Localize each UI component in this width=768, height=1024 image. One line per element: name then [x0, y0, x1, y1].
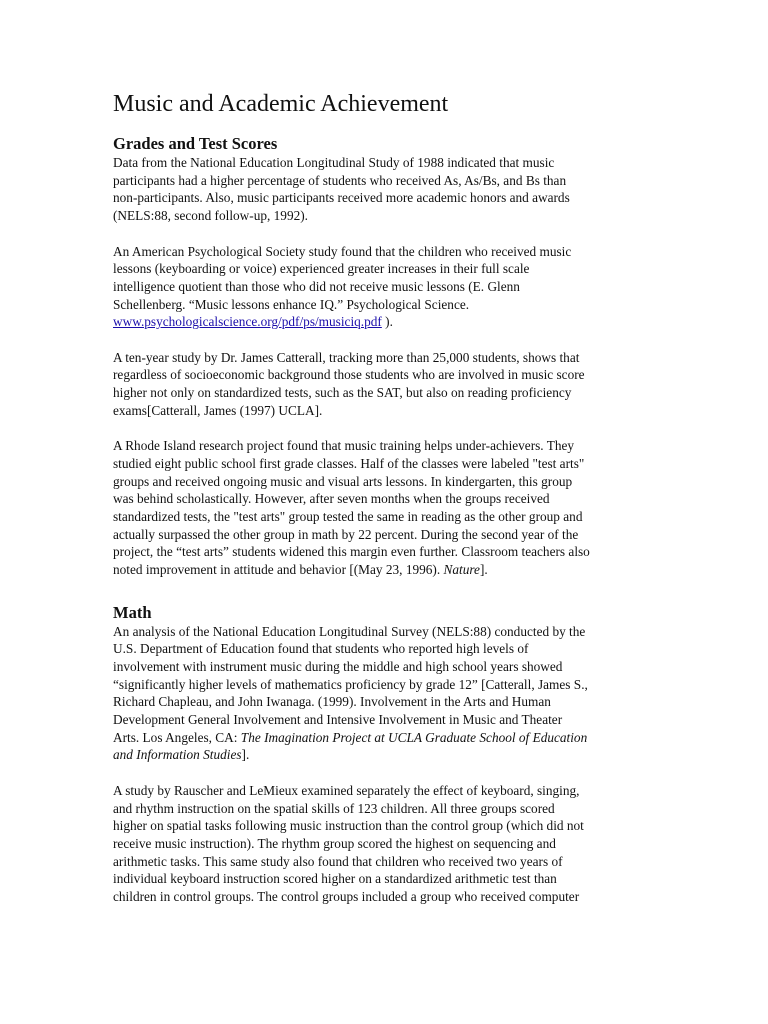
section-heading: Math: [113, 602, 152, 622]
text-line: [113, 676, 658, 694]
text-segment: ].: [241, 747, 250, 763]
text-segment: (NELS:88, second follow-up, 1992).: [113, 208, 308, 224]
text-line: [113, 561, 658, 579]
text-line: [113, 490, 658, 508]
text-segment: and rhythm instruction on the spatial skills of 123 children. All three groups scored: [113, 800, 555, 816]
text-segment: Richard Chapleau, and John Iwanaga. (1999). Involvement in the Arts and Human: [113, 694, 551, 710]
text-line: [113, 437, 658, 455]
text-line: [113, 658, 658, 676]
text-segment: Arts. Los Angeles, CA:: [113, 729, 241, 745]
text-line: [113, 543, 658, 561]
text-segment: ].: [479, 562, 488, 578]
text-segment: participants had a higher percentage of students who received As, As/Bs, and Bs than: [113, 172, 567, 188]
paragraph: [113, 623, 658, 765]
text-segment: U.S. Department of Education found that students who reported high levels of: [113, 641, 529, 657]
text-segment: “significantly higher levels of mathematics proficiency by grade 12” [Catterall, James S.,: [113, 676, 588, 692]
text-segment: was behind scholastically. However, after seven months when the groups received: [113, 491, 550, 507]
text-line: [113, 746, 658, 764]
text-line: [113, 711, 658, 729]
text-line: [113, 870, 658, 888]
text-segment: A study by Rauscher and LeMieux examined separately the effect of keyboard, singing,: [113, 782, 580, 798]
text-line: [113, 623, 658, 641]
text-segment: standardized tests, the "test arts" group tested the same in reading as the other group and: [113, 509, 583, 525]
text-line: [113, 455, 658, 473]
text-line: [113, 154, 658, 172]
reference-link[interactable]: www.psychologicalscience.org/pdf/ps/musiciq.pdf: [113, 314, 382, 330]
text-line: [113, 508, 658, 526]
text-line: [113, 693, 658, 711]
text-line: [113, 473, 658, 491]
text-segment: actually surpassed the other group in math by 22 percent. During the second year of the: [113, 526, 579, 542]
text-segment: An analysis of the National Education Longitudinal Survey (NELS:88) conducted by the: [113, 623, 586, 639]
paragraph: [113, 349, 658, 420]
document-page: [113, 88, 658, 923]
text-line: [113, 189, 658, 207]
text-segment: Schellenberg. “Music lessons enhance IQ.” Psychological Science.: [113, 296, 470, 312]
section: [113, 134, 658, 603]
document-body: [113, 134, 658, 906]
text-segment: A ten-year study by Dr. James Catterall, tracking more than 25,000 students, shows that: [113, 349, 580, 365]
text-segment: noted improvement in attitude and behavior [(May 23, 1996).: [113, 562, 444, 578]
text-line: [113, 278, 658, 296]
text-segment: individual keyboard instruction scored higher on a standardized arithmetic test than: [113, 871, 557, 887]
section: [113, 603, 658, 906]
text-segment: intelligence quotient than those who did not receive music lessons (E. Glenn: [113, 278, 520, 294]
text-line: [113, 313, 658, 331]
text-segment: children in control groups. The control groups included a group who received computer: [113, 889, 580, 905]
text-segment: studied eight public school first grade classes. Half of the classes were labeled "test arts": [113, 455, 585, 471]
text-segment: A Rhode Island research project found that music training helps under-achievers. They: [113, 438, 575, 454]
text-segment: Data from the National Education Longitudinal Study of 1988 indicated that music: [113, 155, 555, 170]
text-line: [113, 207, 658, 225]
text-segment: groups and received ongoing music and visual arts lessons. In kindergarten, this group: [113, 473, 573, 489]
text-segment: An American Psychological Society study found that the children who received music: [113, 243, 572, 259]
text-line: [113, 296, 658, 314]
italic-text: and Information Studies: [113, 747, 242, 763]
text-segment: higher not only on standardized tests, such as the SAT, but also on reading proficiency: [113, 385, 572, 401]
text-segment: higher on spatial tasks following music instruction than the control group (which did not: [113, 818, 584, 834]
text-line: [113, 384, 658, 402]
text-line: [113, 402, 658, 420]
text-line: [113, 853, 658, 871]
section-heading: Grades and Test Scores: [113, 134, 278, 153]
text-line: [113, 888, 658, 906]
paragraph: [113, 243, 658, 332]
text-line: [113, 800, 658, 818]
text-segment: ).: [381, 314, 393, 330]
text-line: [113, 729, 658, 747]
paragraph: [113, 154, 658, 225]
document-title: Music and Academic Achievement: [113, 91, 449, 117]
italic-text: The Imagination Project at UCLA Graduate School of Education: [240, 729, 588, 745]
paragraph: [113, 782, 658, 906]
italic-text: Nature: [443, 562, 480, 578]
text-line: [113, 172, 658, 190]
text-segment: receive music instruction). The rhythm group scored the highest on sequencing and: [113, 835, 556, 851]
text-line: [113, 349, 658, 367]
text-line: [113, 526, 658, 544]
text-segment: non-participants. Also, music participants received more academic honors and awards: [113, 190, 570, 206]
text-segment: regardless of socioeconomic background those students who are involved in music score: [113, 367, 585, 383]
text-line: [113, 782, 658, 800]
text-line: [113, 260, 658, 278]
text-line: [113, 366, 658, 384]
text-line: [113, 817, 658, 835]
text-segment: involvement with instrument music during the middle and high school years showed: [113, 658, 563, 674]
text-segment: project, the “test arts” students widened this margin even further. Classroom teachers also: [113, 544, 590, 560]
text-line: [113, 243, 658, 261]
text-segment: exams[Catterall, James (1997) UCLA].: [113, 402, 323, 418]
text-segment: Development General Involvement and Intensive Involvement in Music and Theater: [113, 712, 563, 728]
paragraph: [113, 437, 658, 579]
text-segment: lessons (keyboarding or voice) experienced greater increases in their full scale: [113, 261, 530, 277]
text-line: [113, 835, 658, 853]
text-segment: arithmetic tasks. This same study also found that children who received two years of: [113, 853, 563, 869]
text-line: [113, 640, 658, 658]
